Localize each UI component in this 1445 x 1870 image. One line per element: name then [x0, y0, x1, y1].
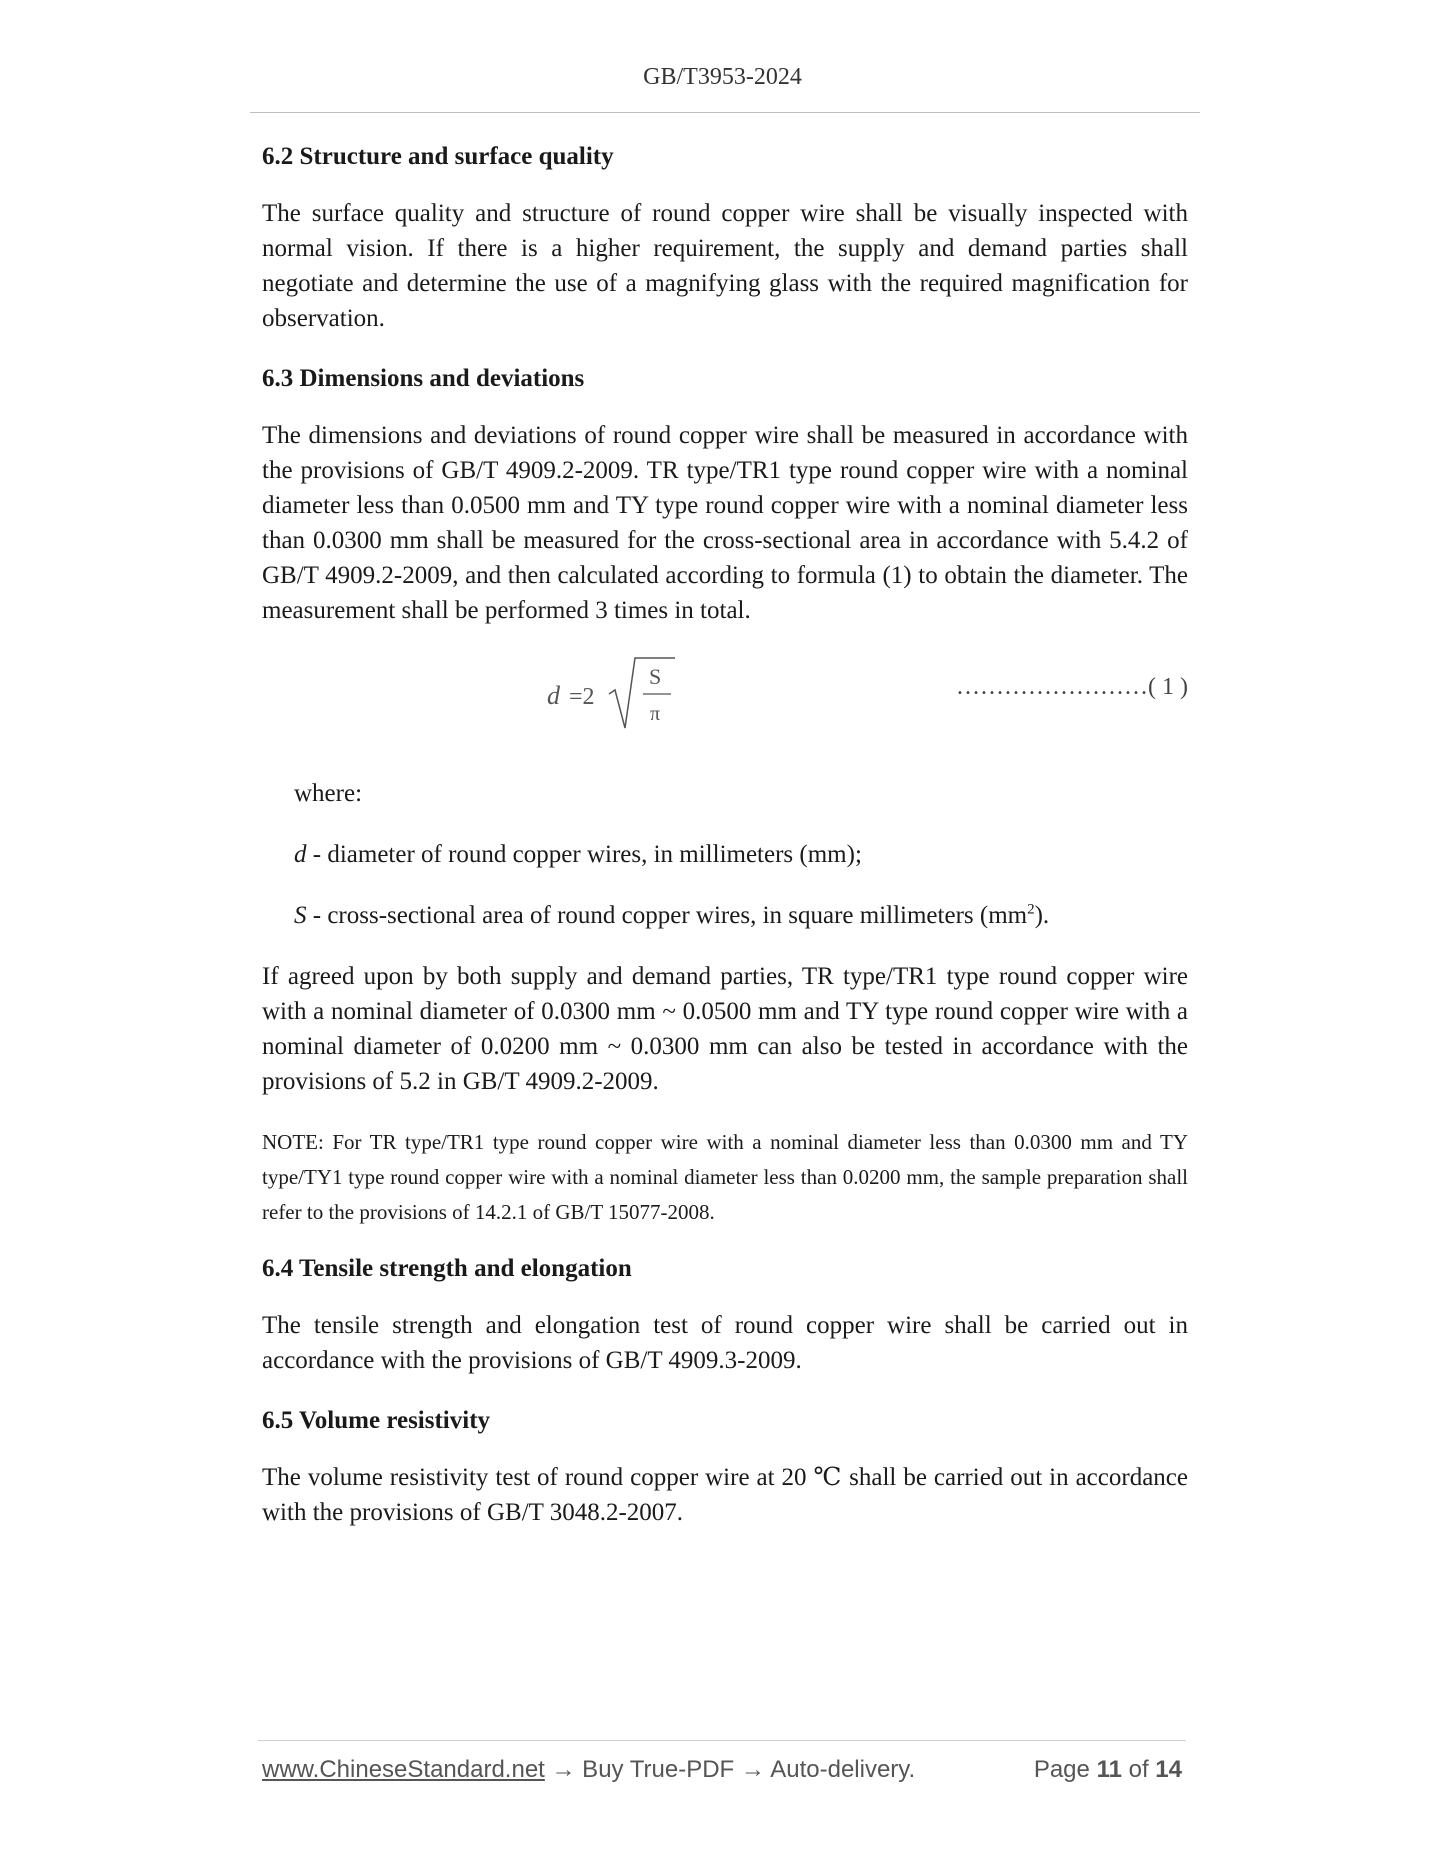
page-current: 11 [1096, 1756, 1122, 1783]
footer-tagline: → Buy True-PDF → Auto-delivery. [544, 1756, 916, 1783]
section-6-5-heading: 6.5 Volume resistivity [262, 1407, 491, 1434]
header-divider [250, 112, 1200, 113]
formula-numerator: S [649, 664, 662, 689]
section-6-2-paragraph: The surface quality and structure of round copper wire shall be visually inspected with normal vision. If there is a higher requirement, the supply and demand parties shall negotiate and determine the use of a magnifying glass with the required magnification for observation. [262, 200, 1188, 332]
section-6-2-heading: 6.2 Structure and surface quality [262, 143, 614, 170]
section-6-3-paragraph: The dimensions and deviations of round copper wire shall be measured in accordance with the provisions of GB/T 4909.2-2009. TR type/TR1 type round copper wire with a nominal diameter less than 0.0500 mm and TY type round copper wire with a nominal diameter less than 0.0300 mm shall be measured for the cross-sectional area in accordance with 5.4.2 of GB/T 4909.2-2009, and then calculated according to formula (1) to obtain the diameter. The measurement shall be performed 3 times in total. [262, 422, 1188, 624]
radical-sign [609, 658, 675, 728]
definition-s [294, 898, 1188, 933]
variable-d: d [294, 841, 307, 868]
definition-s-end: ). [1034, 902, 1050, 929]
section-6-5-paragraph: The volume resistivity test of round copper wire at 20 ℃ shall be carried out in accordance with the provisions of GB/T 3048.2-2007. [262, 1464, 1188, 1526]
definition-s-text: - cross-sectional area of round copper wires, in square millimeters (mm [306, 902, 1028, 929]
website-link[interactable]: www.ChineseStandard.net [262, 1756, 545, 1783]
footer-divider [258, 1740, 1186, 1741]
variable-s: S [294, 902, 307, 929]
definition-d [294, 837, 1188, 872]
formula-equals: =2 [569, 684, 595, 710]
page-footer [262, 1756, 1182, 1784]
formula-equation [547, 654, 707, 744]
page-total: 14 [1155, 1756, 1182, 1783]
definition-s-superscript: 2 [1027, 901, 1035, 918]
where-label: where: [294, 780, 363, 807]
section-6-3-heading: 6.3 Dimensions and deviations [262, 365, 585, 392]
page-label: Page [1033, 1756, 1090, 1783]
section-6-4-paragraph: The tensile strength and elongation test of round copper wire shall be carried out in accordance with the provisions of GB/T 4909.3-2009. [262, 1312, 1188, 1374]
document-header-id: GB/T3953-2024 [643, 64, 802, 90]
definition-d-text: - diameter of round copper wires, in millimeters (mm); [306, 841, 862, 868]
section-6-3-paragraph-2: If agreed upon by both supply and demand parties, TR type/TR1 type round copper wire with a nominal diameter of 0.0300 mm ~ 0.0500 mm and TY type round copper wire with a nominal diameter of 0.0200 mm ~ 0.0300 mm can also be tested in accordance with the provisions of 5.2 in GB/T 4909.2-2009. [262, 963, 1188, 1095]
page-indicator [1034, 1756, 1182, 1784]
formula-1 [262, 654, 1188, 754]
formula-lhs: d [547, 681, 560, 710]
formula-denominator: π [650, 703, 661, 725]
section-6-3-note: NOTE: For TR type/TR1 type round copper wire with a nominal diameter less than 0.0300 mm and TY type/TY1 type round copper wire with a nominal diameter less than 0.0200 mm, the sample preparation shall refer to the provisions of 14.2.1 of GB/T 15077-2008. [262, 1130, 1188, 1224]
page-of: of [1128, 1756, 1149, 1783]
formula-number: ……………………( 1 ) [956, 674, 1188, 700]
definitions-block [262, 776, 1188, 933]
document-body [262, 140, 1188, 1556]
section-6-4-heading: 6.4 Tensile strength and elongation [262, 1255, 632, 1282]
